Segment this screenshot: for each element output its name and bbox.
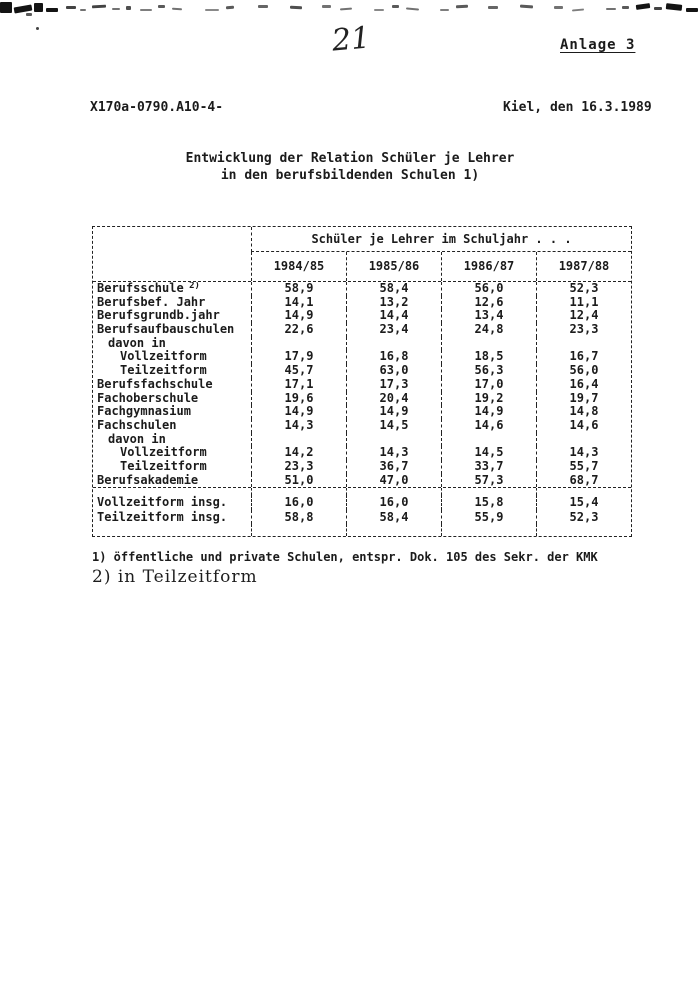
row-label: Vollzeitform: [120, 350, 207, 364]
row-value: [251, 524, 346, 536]
year-column-header: 1985/86: [346, 252, 441, 281]
row-value: [536, 337, 631, 351]
row-label: Fachoberschule: [97, 391, 199, 405]
row-label: davon in: [108, 336, 166, 350]
table-row: [93, 323, 631, 337]
handwritten-page-number: 21: [330, 20, 372, 59]
row-value: 14,6: [536, 419, 631, 433]
annex-label: Anlage 3: [560, 37, 636, 53]
table-row: [93, 392, 631, 406]
row-value: 58,9: [251, 282, 346, 296]
row-value: 16,0: [346, 495, 441, 510]
row-value: 52,3: [536, 510, 631, 525]
table-year-header-row: [93, 252, 631, 282]
row-value: [251, 433, 346, 447]
row-value: 56,0: [441, 282, 536, 296]
row-value: [441, 337, 536, 351]
row-value: [346, 433, 441, 447]
row-value: 47,0: [346, 474, 441, 488]
row-value: [251, 337, 346, 351]
row-label: [93, 488, 251, 495]
table-body: [93, 282, 631, 487]
row-label: Berufsfachschule: [97, 377, 213, 391]
row-value: 63,0: [346, 364, 441, 378]
table-row: [93, 296, 631, 310]
row-value: 13,2: [346, 296, 441, 310]
row-value: 14,8: [536, 405, 631, 419]
table-row: [93, 419, 631, 433]
row-value: [536, 524, 631, 536]
row-value: 52,3: [536, 282, 631, 296]
table-spacer-row: [93, 524, 631, 536]
row-value: 16,8: [346, 350, 441, 364]
row-value: 14,4: [346, 309, 441, 323]
row-label: Teilzeitform: [120, 459, 207, 473]
year-column-header: 1987/88: [536, 252, 631, 281]
row-value: 11,1: [536, 296, 631, 310]
row-value: [441, 488, 536, 495]
row-label: Fachgymnasium: [97, 405, 191, 419]
row-value: [536, 433, 631, 447]
row-value: 16,7: [536, 350, 631, 364]
row-value: 55,9: [441, 510, 536, 525]
title-line-2: in den berufsbildenden Schulen 1): [220, 168, 480, 183]
row-value: [536, 488, 631, 495]
table-row: [93, 446, 631, 460]
row-value: [346, 488, 441, 495]
table-row: [93, 282, 631, 296]
row-value: 22,6: [251, 323, 346, 337]
year-column-header: 1986/87: [441, 252, 536, 281]
row-value: 17,3: [346, 378, 441, 392]
table-row: [93, 337, 631, 351]
row-value: 51,0: [251, 474, 346, 488]
row-value: 24,8: [441, 323, 536, 337]
empty-corner-cell: [93, 227, 251, 252]
row-value: [346, 337, 441, 351]
reference-number: X170a-0790.A10-4-: [90, 100, 224, 115]
table-row: [93, 433, 631, 447]
row-label: davon in: [108, 432, 166, 446]
place-and-date: Kiel, den 16.3.1989: [503, 100, 652, 115]
row-value: 15,4: [536, 495, 631, 510]
row-value: 33,7: [441, 460, 536, 474]
row-value: 14,5: [441, 446, 536, 460]
row-value: 14,9: [441, 405, 536, 419]
table-spacer-row: [93, 488, 631, 495]
row-label: Fachschulen: [97, 418, 177, 432]
row-value: 14,3: [251, 419, 346, 433]
row-value: 45,7: [251, 364, 346, 378]
row-value: 36,7: [346, 460, 441, 474]
row-value: [441, 524, 536, 536]
row-value: 23,3: [251, 460, 346, 474]
row-value: 55,7: [536, 460, 631, 474]
row-value: 14,2: [251, 446, 346, 460]
row-label: Vollzeitform: [120, 446, 207, 460]
row-value: 58,8: [251, 510, 346, 525]
document-title: [0, 150, 700, 184]
row-value: 58,4: [346, 282, 441, 296]
row-label: Teilzeitform: [120, 364, 207, 378]
row-value: 14,9: [251, 309, 346, 323]
table-summary-section: [93, 488, 631, 536]
row-value: 56,0: [536, 364, 631, 378]
pupil-teacher-ratio-table: [92, 226, 632, 537]
table-row: [93, 350, 631, 364]
table-row: [93, 495, 631, 510]
table-row: [93, 405, 631, 419]
footnote-1: 1) öffentliche und private Schulen, entspr. Dok. 105 des Sekr. der KMK: [92, 550, 598, 564]
row-value: 19,2: [441, 392, 536, 406]
row-value: 23,4: [346, 323, 441, 337]
row-value: 14,1: [251, 296, 346, 310]
row-value: [251, 488, 346, 495]
row-value: 12,6: [441, 296, 536, 310]
row-value: 16,0: [251, 495, 346, 510]
empty-header-cell: [93, 252, 251, 281]
table-row: [93, 460, 631, 474]
row-label: Berufsaufbauschulen: [97, 323, 235, 337]
row-value: 14,3: [536, 446, 631, 460]
title-line-1: Entwicklung der Relation Schüler je Lehrer: [185, 151, 515, 166]
row-value: 14,9: [346, 405, 441, 419]
row-value: 19,6: [251, 392, 346, 406]
row-label: Berufsschule $^{2)}$: [97, 282, 200, 295]
row-value: 19,7: [536, 392, 631, 406]
row-value: 17,1: [251, 378, 346, 392]
table-row: [93, 364, 631, 378]
row-value: 16,4: [536, 378, 631, 392]
row-value: 17,9: [251, 350, 346, 364]
row-value: 14,6: [441, 419, 536, 433]
row-value: 23,3: [536, 323, 631, 337]
row-label: Teilzeitform insg.: [97, 509, 228, 524]
row-label: Berufsgrundb.jahr: [97, 309, 220, 323]
row-value: 13,4: [441, 309, 536, 323]
footnote-reference: 2): [183, 282, 200, 291]
row-value: 12,4: [536, 309, 631, 323]
row-label: Berufsbef. Jahr: [97, 295, 206, 309]
row-value: 56,3: [441, 364, 536, 378]
table-row: [93, 309, 631, 323]
row-value: 14,3: [346, 446, 441, 460]
row-value: 15,8: [441, 495, 536, 510]
row-label: Vollzeitform insg.: [97, 495, 228, 510]
row-value: 14,9: [251, 405, 346, 419]
row-value: 14,5: [346, 419, 441, 433]
table-row: [93, 474, 631, 488]
table-row: [93, 378, 631, 392]
row-value: 57,3: [441, 474, 536, 488]
row-value: 18,5: [441, 350, 536, 364]
year-column-header: 1984/85: [251, 252, 346, 281]
footnote-2: 2) in Teilzeitform: [92, 567, 258, 587]
row-value: 17,0: [441, 378, 536, 392]
row-value: [441, 433, 536, 447]
row-value: 68,7: [536, 474, 631, 488]
row-value: 58,4: [346, 510, 441, 525]
table-header-row: [93, 227, 631, 252]
table-row: [93, 510, 631, 525]
row-value: [346, 524, 441, 536]
table-header-title: Schüler je Lehrer im Schuljahr . . .: [251, 227, 631, 252]
row-label: [93, 524, 251, 536]
row-value: 20,4: [346, 392, 441, 406]
row-label: Berufsakademie: [97, 473, 199, 487]
